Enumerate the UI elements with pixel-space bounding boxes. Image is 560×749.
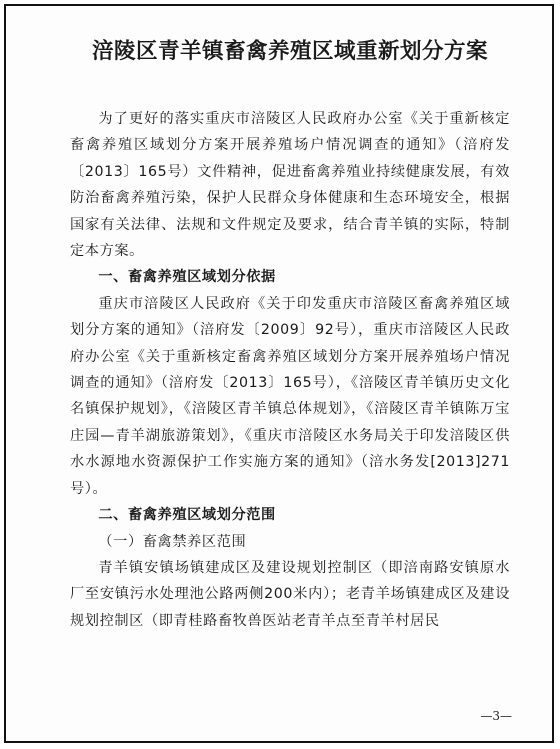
section-2-heading: 二、畜禽养殖区域划分范围 [98, 507, 276, 524]
intro-paragraph: 为了更好的落实重庆市涪陵区人民政府办公室《关于重新核定畜禽养殖区域划分方案开展养殖场户情况调查的通知》（涪府发〔2013〕165号）文件精神，促进畜禽养殖业持续健康发展，有效防治畜禽养殖污染，保护人民群众身体健康和生态环境安全，根据国家有关法律、法规和文件规定及要求，结合青羊镇的实际，特制定本方案。 [70, 111, 510, 260]
document-content [70, 36, 510, 634]
page-number: —3— [480, 709, 512, 723]
section-2-subheading: （一）畜禽禁养区范围 [98, 533, 247, 550]
document-title: 涪陵区青羊镇畜禽养殖区域重新划分方案 [91, 39, 488, 64]
section-2-paragraph: 青羊镇安镇场镇建成区及建设规划控制区（即涪南路安镇原水厂至安镇污水处理池公路两侧200米内）；老青羊场镇建成区及建设规划控制区（即青桂路畜牧兽医站老青羊点至青羊村居民 [70, 559, 510, 629]
section-1-heading: 一、畜禽养殖区域划分依据 [98, 269, 276, 286]
section-1-paragraph: 重庆市涪陵区人民政府《关于印发重庆市涪陵区畜禽养殖区域划分方案的通知》（涪府发〔2009〕92号），重庆市涪陵区人民政府办公室《关于重新核定畜禽养殖区域划分方案开展养殖场户情况调查的通知》（涪府发〔2013〕165号），《涪陵区青羊镇历史文化名镇保护规划》，《涪陵区青羊镇总体规划》，《涪陵区青羊镇陈万宝庄园—青羊湖旅游策划》，《重庆市涪陵区水务局关于印发涪陵区供水水源地水资源保护工作实施方案的通知》（涪水务发[2013]271号）。 [70, 295, 510, 497]
document-body [70, 106, 510, 634]
document-page [4, 4, 554, 743]
